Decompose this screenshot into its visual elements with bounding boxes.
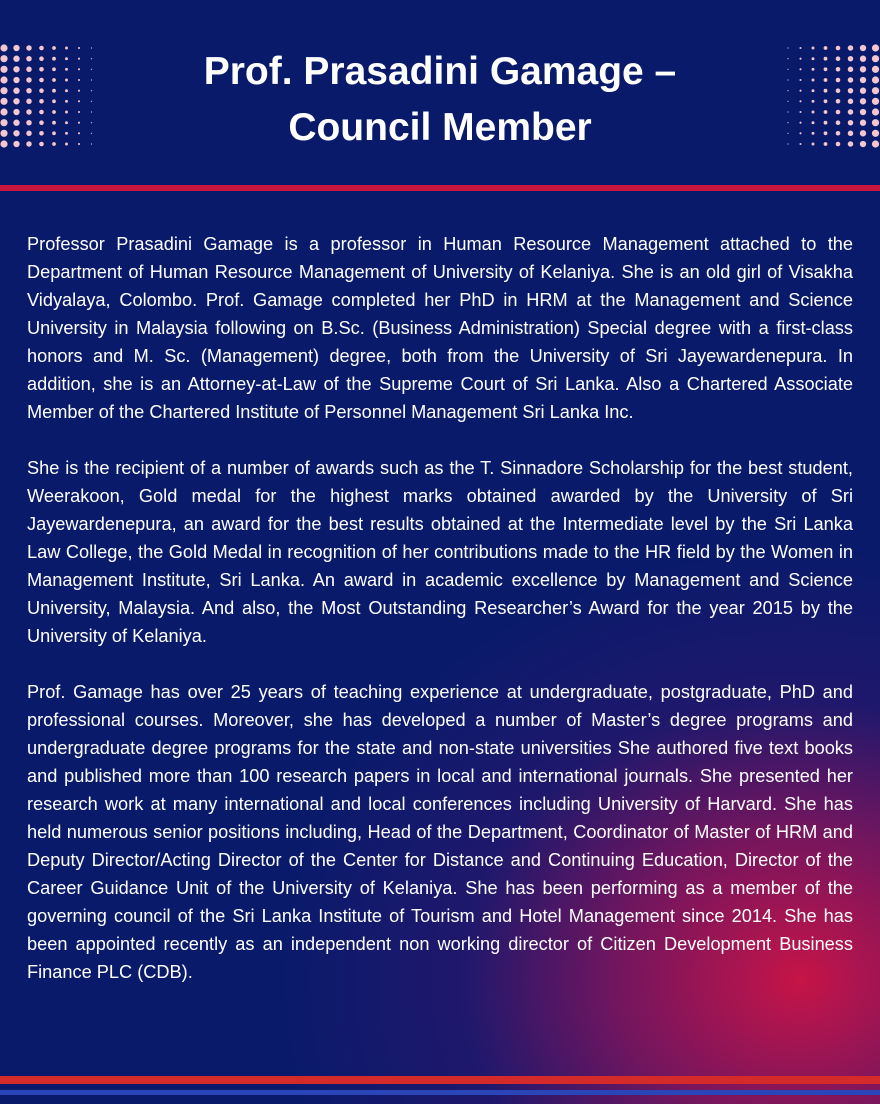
halftone-dot — [91, 58, 92, 59]
halftone-dot — [787, 122, 788, 123]
halftone-dot — [872, 44, 879, 51]
halftone-dot — [799, 132, 801, 134]
halftone-dot — [0, 108, 7, 115]
halftone-dot — [848, 99, 853, 104]
halftone-dot — [872, 108, 879, 115]
halftone-dot — [26, 77, 31, 82]
halftone-dot — [872, 55, 879, 62]
halftone-dot — [78, 68, 80, 70]
halftone-dot — [812, 111, 815, 114]
halftone-dot — [39, 56, 44, 61]
halftone-dot — [65, 132, 68, 135]
halftone-dot — [52, 110, 56, 114]
halftone-dot — [39, 67, 44, 72]
halftone-dot — [65, 47, 68, 50]
halftone-dot — [39, 46, 44, 51]
halftone-dot — [26, 99, 31, 104]
halftone-dot — [836, 142, 841, 147]
halftone-dot — [836, 99, 841, 104]
halftone-dot — [799, 58, 801, 60]
halftone-dot — [52, 142, 56, 146]
halftone-dot — [13, 45, 19, 51]
halftone-dot — [872, 87, 879, 94]
halftone-dot — [872, 130, 879, 137]
halftone-dot — [78, 111, 80, 113]
halftone-dot — [812, 143, 815, 146]
dot-pattern-left-icon — [0, 44, 96, 148]
halftone-dot — [39, 99, 44, 104]
halftone-dot — [824, 46, 828, 50]
halftone-dot — [848, 45, 853, 50]
halftone-dot — [65, 79, 68, 82]
halftone-dot — [91, 133, 92, 134]
halftone-dot — [872, 140, 879, 147]
halftone-dot — [848, 67, 853, 72]
halftone-dot — [860, 98, 866, 104]
halftone-dot — [860, 120, 866, 126]
halftone-dot — [13, 109, 19, 115]
halftone-dot — [26, 67, 31, 72]
halftone-dot — [65, 57, 68, 60]
halftone-dot — [13, 66, 19, 72]
halftone-dot — [812, 132, 815, 135]
halftone-dot — [860, 141, 866, 147]
halftone-dot — [13, 98, 19, 104]
halftone-dot — [824, 121, 828, 125]
halftone-dot — [872, 76, 879, 83]
halftone-dot — [0, 130, 7, 137]
halftone-dot — [91, 101, 92, 102]
halftone-dot — [39, 78, 44, 83]
halftone-dot — [65, 143, 68, 146]
halftone-dot — [836, 120, 841, 125]
halftone-dot — [799, 90, 801, 92]
halftone-dot — [860, 45, 866, 51]
halftone-dot — [39, 142, 44, 147]
halftone-dot — [812, 100, 815, 103]
title-line-2: Council Member — [288, 106, 592, 149]
halftone-dot — [65, 68, 68, 71]
halftone-dot — [812, 89, 815, 92]
halftone-dot — [13, 120, 19, 126]
halftone-dot — [91, 143, 92, 144]
halftone-dot — [836, 78, 841, 83]
halftone-dot — [39, 110, 44, 115]
halftone-dot — [26, 45, 31, 50]
halftone-dot — [65, 111, 68, 114]
halftone-dot — [787, 133, 788, 134]
dot-pattern-right-icon — [784, 44, 880, 148]
halftone-dot — [91, 111, 92, 112]
halftone-dot — [824, 110, 828, 114]
halftone-dot — [824, 131, 828, 135]
halftone-dot — [824, 78, 828, 82]
halftone-dot — [799, 111, 801, 113]
header-divider — [0, 185, 880, 191]
halftone-dot — [78, 143, 80, 145]
halftone-dot — [848, 77, 853, 82]
halftone-dot — [799, 143, 801, 145]
halftone-dot — [26, 56, 31, 61]
bio-paragraph-1: Professor Prasadini Gamage is a professor in Human Resource Management attached to the Department of Human Resource Management of University of Kelaniya. She is an old girl of Visakha Vidyalaya, Colombo. Prof. Gamage completed her PhD in HRM at the Management and Science University in Malaysia following on B.Sc. (Business Administration) Special degree with a first-class honors and M. Sc. (Management) degree, both from the University of Sri Jayewardenepura. In addition, she is an Attorney-at-Law of the Supreme Court of Sri Lanka. Also a Chartered Associate Member of the Chartered Institute of Personnel Management Sri Lanka Inc. — [27, 234, 853, 422]
halftone-dot — [52, 78, 56, 82]
halftone-dot — [848, 109, 853, 114]
halftone-dot — [824, 89, 828, 93]
halftone-dot — [848, 141, 853, 146]
halftone-dot — [836, 110, 841, 115]
halftone-dot — [836, 131, 841, 136]
halftone-dot — [824, 57, 828, 61]
footer-divider-blue — [0, 1090, 880, 1095]
halftone-dot — [65, 89, 68, 92]
halftone-dot — [78, 122, 80, 124]
halftone-dot — [860, 109, 866, 115]
halftone-dot — [78, 90, 80, 92]
halftone-dot — [812, 68, 815, 71]
halftone-dot — [0, 76, 7, 83]
halftone-dot — [787, 111, 788, 112]
halftone-dot — [799, 122, 801, 124]
halftone-dot — [848, 120, 853, 125]
bio-paragraph-3: Prof. Gamage has over 25 years of teaching experience at undergraduate, postgraduate, PhD and professional courses. Moreover, she has developed a number of Master’s degree programs and undergraduate degree programs for the state and non-state universities She authored five text books and published more than 100 research papers in local and international journals. She presented her research work at many international and local conferences including University of Harvard. She has held numerous senior positions including, Head of the Department, Coordinator of Master of HRM and Deputy Director/Acting Director of the Center for Distance and Continuing Education, Director of the Career Guidance Unit of the University of Kelaniya. She has been performing as a member of the governing council of the Sri Lanka Institute of Tourism and Hotel Management since 2014. She has been appointed recently as an independent non working director of Citizen Development Business Finance PLC (CDB). — [27, 682, 853, 982]
halftone-dot — [0, 119, 7, 126]
halftone-dot — [78, 132, 80, 134]
halftone-dot — [52, 46, 56, 50]
halftone-dot — [52, 89, 56, 93]
halftone-dot — [787, 69, 788, 70]
halftone-dot — [860, 77, 866, 83]
halftone-dot — [91, 69, 92, 70]
halftone-dot — [799, 47, 801, 49]
halftone-dot — [52, 67, 56, 71]
halftone-dot — [824, 142, 828, 146]
halftone-dot — [78, 47, 80, 49]
halftone-dot — [799, 79, 801, 81]
bio-paragraph-2: She is the recipient of a number of awards such as the T. Sinnadore Scholarship for the best student, Weerakoon, Gold medal for the highest marks obtained awarded by the University of Sri Jayewardenepura, an award for the best results obtained at the Intermediate level by the Sri Lanka Law College, the Gold Medal in recognition of her contributions made to the HR field by the Women in Management Institute, Sri Lanka. An award in academic excellence by Management and Science University, Malaysia. And also, the Most Outstanding Researcher’s Award for the year 2015 by the University of Kelaniya. — [27, 458, 853, 646]
halftone-dot — [860, 130, 866, 136]
halftone-dot — [824, 67, 828, 71]
halftone-dot — [91, 90, 92, 91]
halftone-dot — [52, 121, 56, 125]
footer-divider-red — [0, 1076, 880, 1084]
halftone-dot — [26, 109, 31, 114]
halftone-dot — [848, 56, 853, 61]
halftone-dot — [52, 131, 56, 135]
halftone-dot — [787, 58, 788, 59]
halftone-dot — [26, 141, 31, 146]
halftone-dot — [13, 141, 19, 147]
halftone-dot — [78, 100, 80, 102]
halftone-dot — [787, 79, 788, 80]
halftone-dot — [39, 131, 44, 136]
halftone-dot — [13, 56, 19, 62]
halftone-dot — [65, 121, 68, 124]
halftone-dot — [65, 100, 68, 103]
bio-content — [27, 230, 853, 1014]
halftone-dot — [860, 56, 866, 62]
halftone-dot — [26, 88, 31, 93]
halftone-dot — [13, 130, 19, 136]
halftone-dot — [13, 88, 19, 94]
halftone-dot — [91, 79, 92, 80]
halftone-dot — [872, 98, 879, 105]
halftone-dot — [39, 120, 44, 125]
halftone-dot — [787, 90, 788, 91]
halftone-dot — [91, 122, 92, 123]
title-line-1: Prof. Prasadini Gamage – — [203, 50, 677, 93]
halftone-dot — [824, 99, 828, 103]
halftone-dot — [836, 46, 841, 51]
halftone-dot — [0, 66, 7, 73]
halftone-dot — [787, 47, 788, 48]
halftone-dot — [787, 143, 788, 144]
halftone-dot — [26, 120, 31, 125]
halftone-dot — [848, 131, 853, 136]
halftone-dot — [52, 99, 56, 103]
halftone-dot — [836, 56, 841, 61]
halftone-dot — [799, 68, 801, 70]
halftone-dot — [812, 79, 815, 82]
halftone-dot — [13, 77, 19, 83]
halftone-dot — [787, 101, 788, 102]
halftone-dot — [0, 55, 7, 62]
halftone-dot — [860, 88, 866, 94]
halftone-dot — [0, 44, 7, 51]
halftone-dot — [848, 88, 853, 93]
halftone-dot — [26, 131, 31, 136]
halftone-dot — [872, 119, 879, 126]
halftone-dot — [52, 57, 56, 61]
halftone-dot — [860, 66, 866, 72]
halftone-dot — [78, 79, 80, 81]
halftone-dot — [812, 47, 815, 50]
halftone-dot — [0, 140, 7, 147]
halftone-dot — [836, 67, 841, 72]
halftone-dot — [0, 98, 7, 105]
page-title — [140, 44, 740, 156]
halftone-dot — [799, 100, 801, 102]
halftone-dot — [812, 57, 815, 60]
halftone-dot — [836, 88, 841, 93]
halftone-dot — [78, 58, 80, 60]
halftone-dot — [0, 87, 7, 94]
halftone-dot — [872, 66, 879, 73]
header — [0, 0, 880, 185]
halftone-dot — [39, 88, 44, 93]
halftone-dot — [91, 47, 92, 48]
halftone-dot — [812, 121, 815, 124]
